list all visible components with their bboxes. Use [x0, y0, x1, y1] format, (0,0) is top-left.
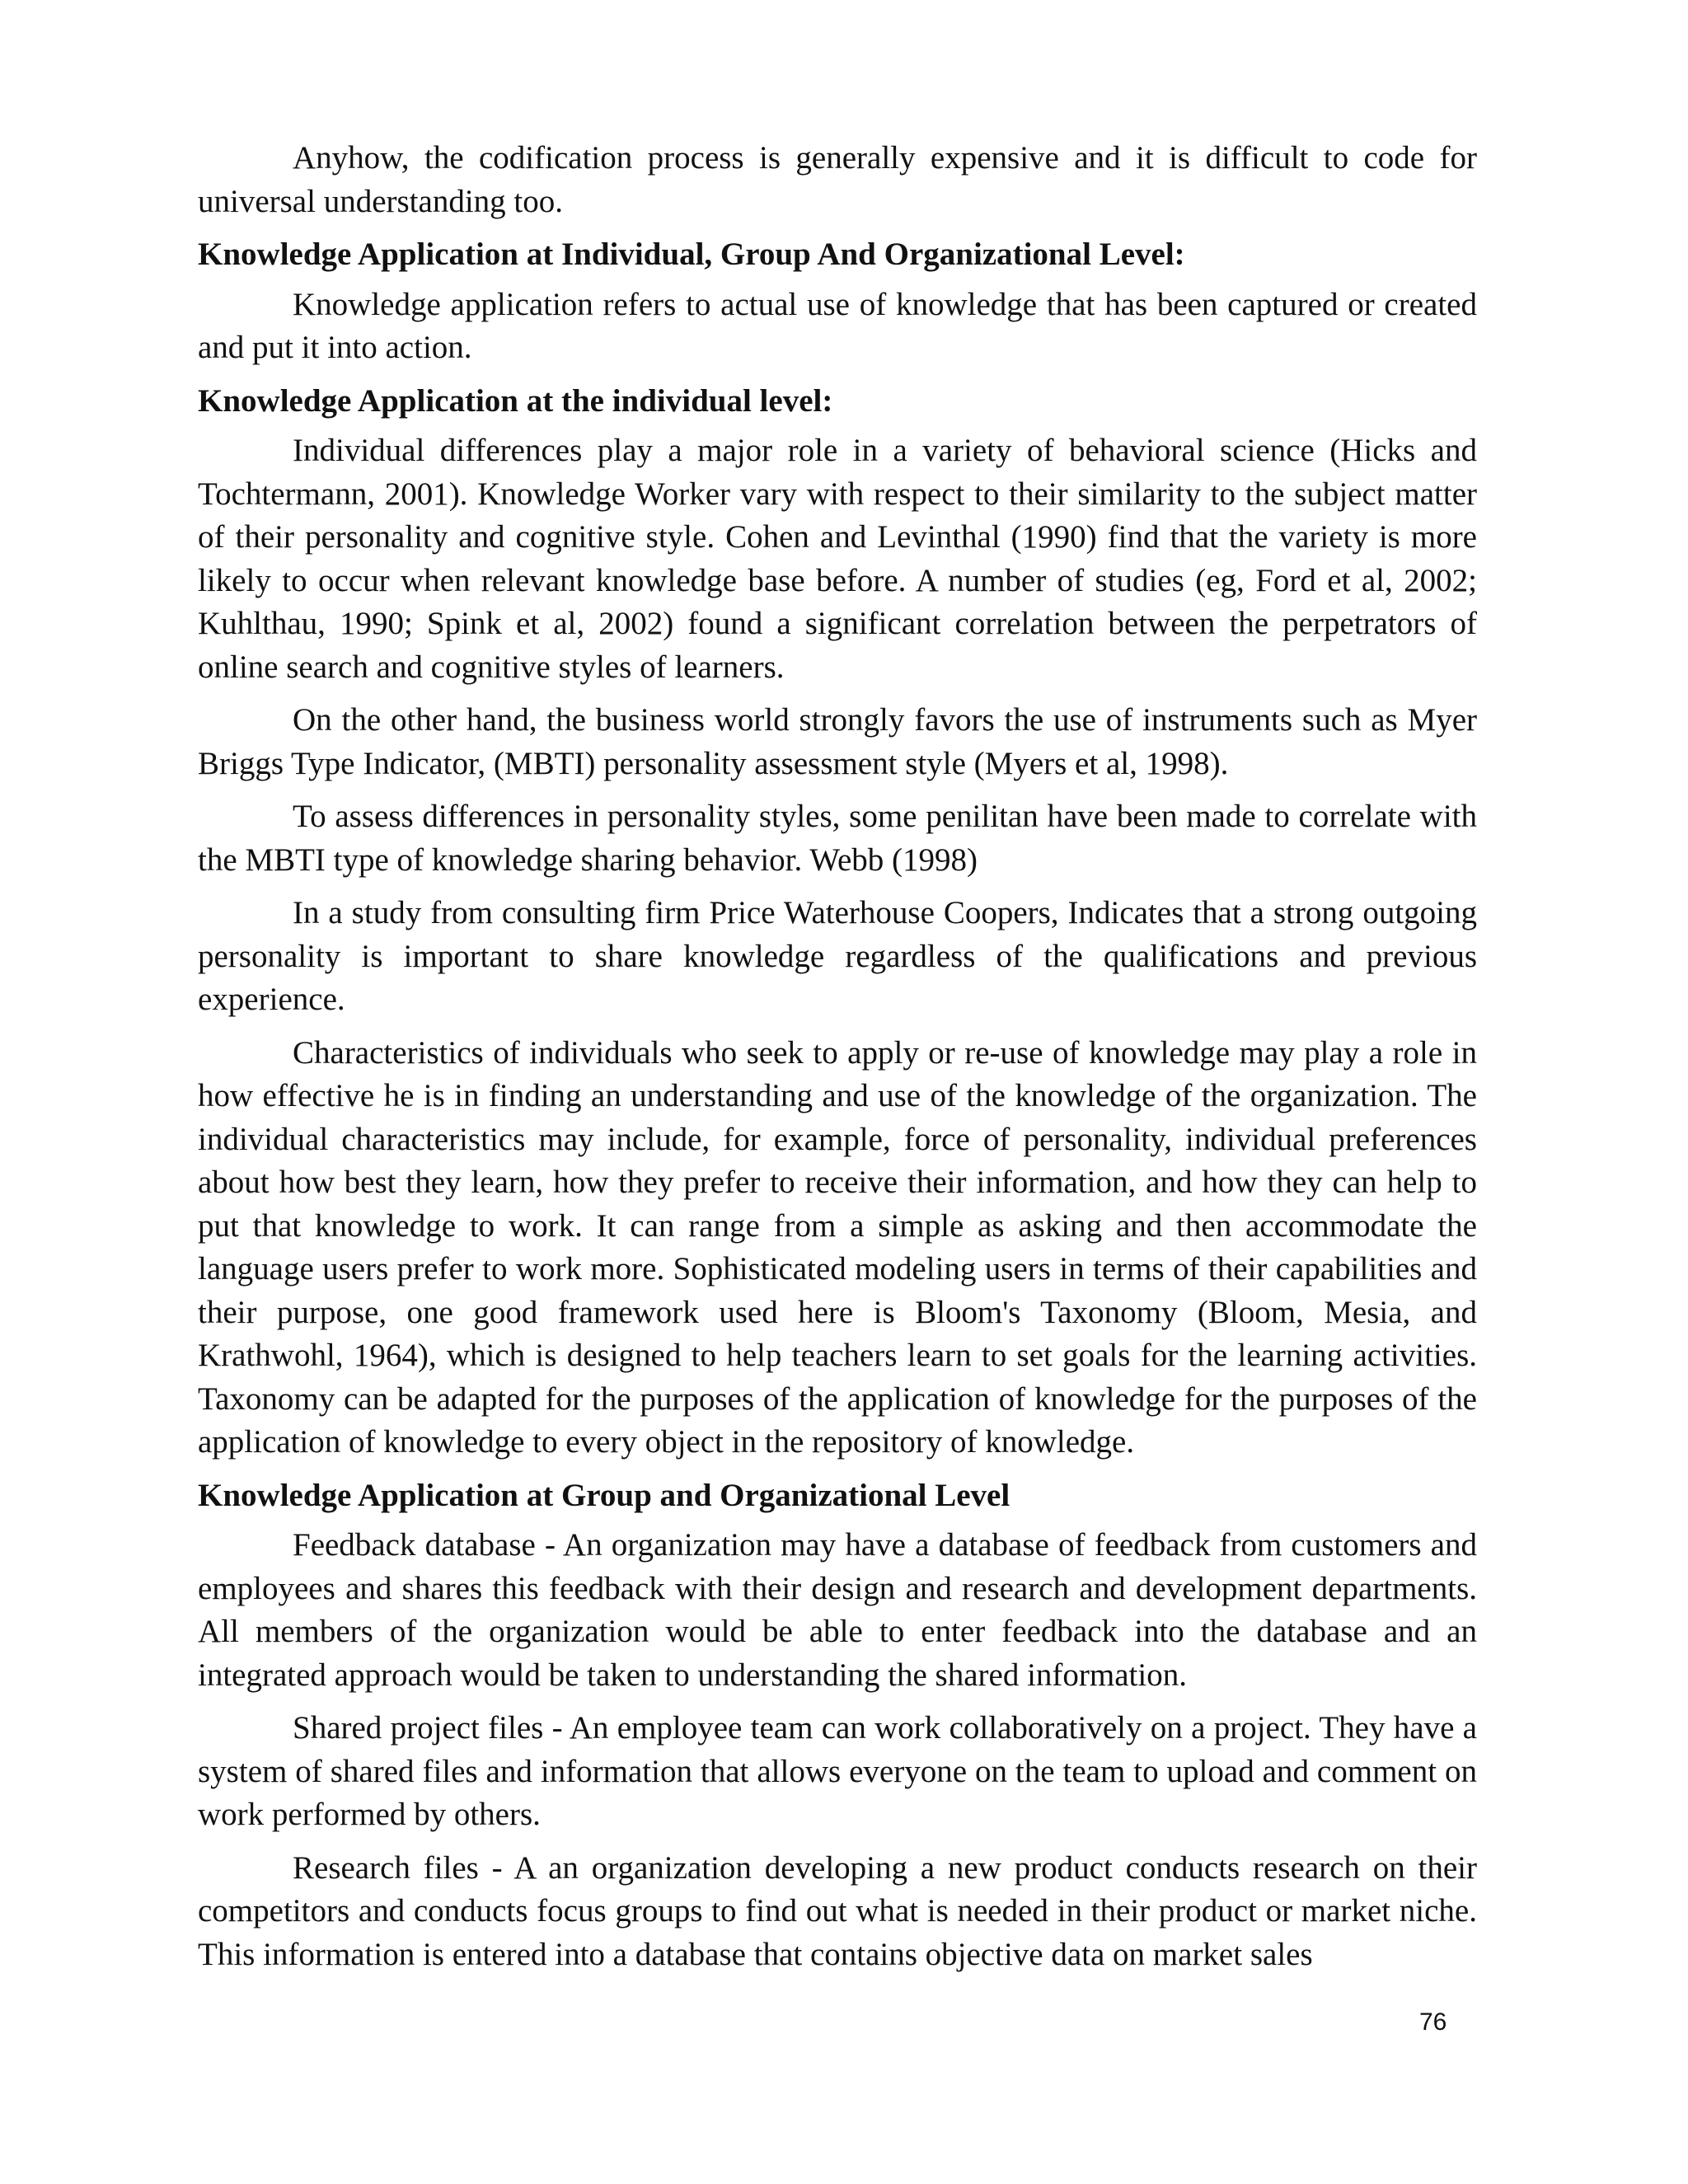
paragraph-shared-project-files: Shared project files - An employee team can work collaboratively on a project. They have a system of shared files and information that allows everyone on the team to upload and comment on work performed by others.	[198, 1710, 1477, 1832]
paragraph-personality-styles: To assess differences in personality styles, some penilitan have been made to correlate with the MBTI type of knowledge sharing behavior. Webb (1998)	[198, 799, 1477, 878]
page-body	[198, 137, 1477, 1986]
paragraph-pwc-study: In a study from consulting firm Price Waterhouse Coopers, Indicates that a strong outgoing personality is important to share knowledge regardless of the qualifications and previous experience.	[198, 895, 1477, 1017]
paragraph-individual-differences: Individual differences play a major role in a variety of behavioral science (Hicks and Tochtermann, 2001). Knowledge Worker vary with respect to their similarity to the subject matter of their personality and cognitive style. Cohen and Levinthal (1990) find that the variety is more likely to occur when relevant knowledge base before. A number of studies (eg, Ford et al, 2002; Kuhlthau, 1990; Spink et al, 2002) found a significant correlation between the perpetrators of online search and cognitive styles of learners.	[198, 433, 1477, 685]
paragraph-mbti: On the other hand, the business world strongly favors the use of instruments such as Myer Briggs Type Indicator, (MBTI) personality assessment style (Myers et al, 1998).	[198, 702, 1477, 781]
page-number: 76	[1419, 2008, 1447, 2036]
heading-knowledge-application-levels: Knowledge Application at Individual, Group And Organizational Level:	[198, 237, 1185, 272]
paragraph-research-files: Research files - A an organization developing a new product conducts research on their competitors and conducts focus groups to find out what is needed in their product or market niche. This information is entered into a database that contains objective data on market sales	[198, 1849, 1477, 1972]
paragraph-codification: Anyhow, the codification process is generally expensive and it is difficult to code for universal understanding too.	[198, 140, 1477, 219]
paragraph-individual-characteristics: Characteristics of individuals who seek to apply or re-use of knowledge may play a role in how effective he is in finding an understanding and use of the knowledge of the organization. The individual characteristics may include, for example, force of personality, individual preferences about how best they learn, how they prefer to receive their information, and how they can help to put that knowledge to work. It can range from a simple as asking and then accommodate the language users prefer to work more. Sophisticated modeling users in terms of their capabilities and their purpose, one good framework used here is Bloom's Taxonomy (Bloom, Mesia, and Krathwohl, 1964), which is designed to help teachers learn to set goals for the learning activities. Taxonomy can be adapted for the purposes of the application of knowledge for the purposes of the application of knowledge to every object in the repository of knowledge.	[198, 1034, 1477, 1460]
heading-group-organizational-level: Knowledge Application at Group and Organizational Level	[198, 1477, 1010, 1513]
paragraph-feedback-database: Feedback database - An organization may have a database of feedback from customers and employees and shares this feedback with their design and research and development departments. All members of the organization would be able to enter feedback into the database and an integrated approach would be taken to understanding the shared information.	[198, 1527, 1477, 1693]
heading-individual-level: Knowledge Application at the individual level:	[198, 382, 833, 419]
paragraph-knowledge-application-definition: Knowledge application refers to actual use of knowledge that has been captured or created and put it into action.	[198, 286, 1477, 365]
